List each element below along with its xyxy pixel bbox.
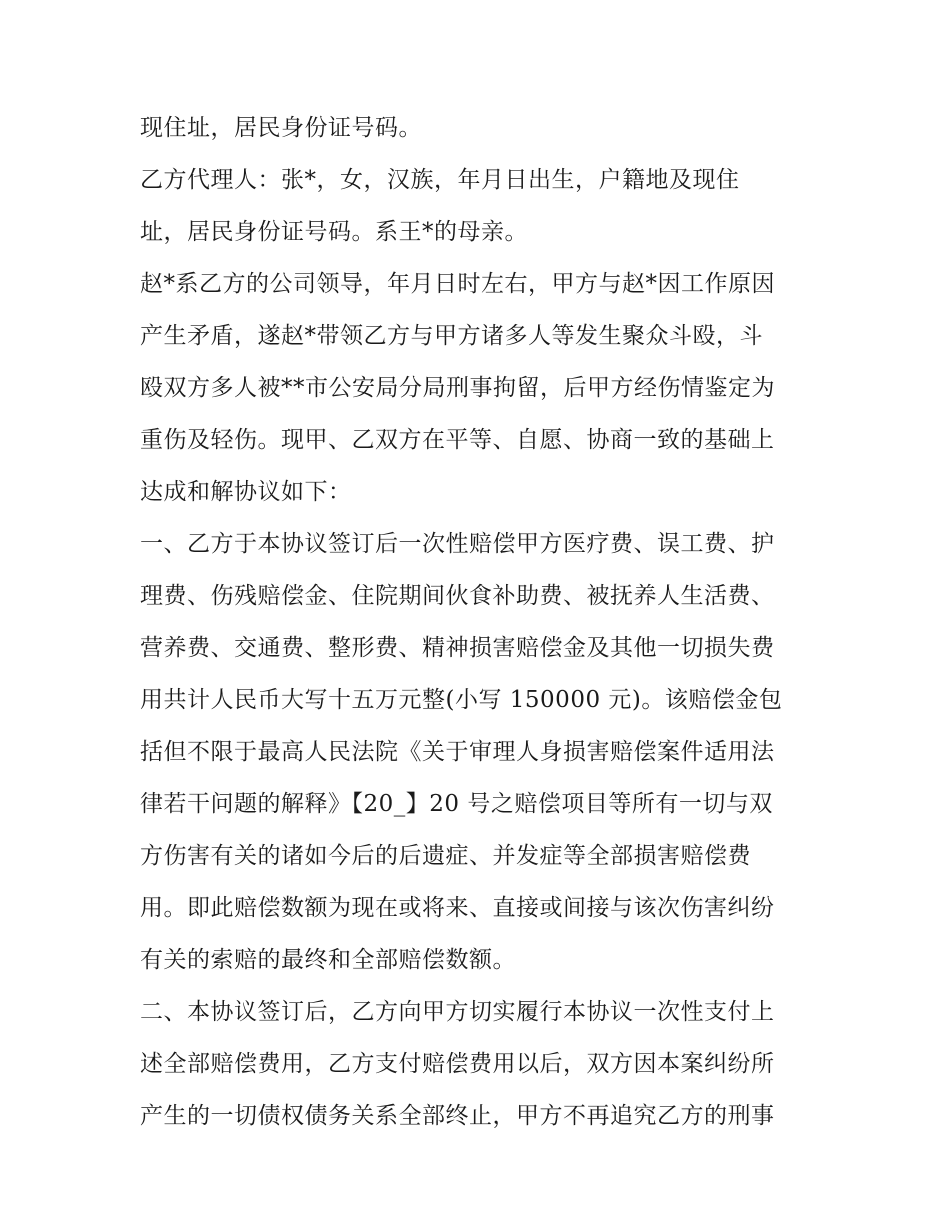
text-line: 赵*系乙方的公司领导，年月日时左右，甲方与赵*因工作原因 bbox=[140, 271, 775, 297]
text-line: 产生矛盾，遂赵*带领乙方与甲方诸多人等发生聚众斗殴，斗 bbox=[140, 323, 763, 349]
text-line: 用共计人民币大写十五万元整(小写 150000 元)。该赔偿金包 bbox=[140, 687, 783, 713]
text-line: 二、本协议签订后，乙方向甲方切实履行本协议一次性支付上 bbox=[140, 999, 775, 1025]
text-line: 重伤及轻伤。现甲、乙双方在平等、自愿、协商一致的基础上 bbox=[140, 427, 775, 453]
text-line: 现住址，居民身份证号码。 bbox=[140, 115, 422, 141]
text-line: 理费、伤残赔偿金、住院期间伙食补助费、被抚养人生活费、 bbox=[140, 583, 775, 609]
text-line: 殴双方多人被**市公安局分局刑事拘留，后甲方经伤情鉴定为 bbox=[140, 375, 775, 401]
text-line: 址，居民身份证号码。系王*的母亲。 bbox=[140, 219, 528, 245]
text-line: 方伤害有关的诸如今后的后遗症、并发症等全部损害赔偿费 bbox=[140, 843, 751, 869]
text-line: 用。即此赔偿数额为现在或将来、直接或间接与该次伤害纠纷 bbox=[140, 895, 775, 921]
text-line: 一、乙方于本协议签订后一次性赔偿甲方医疗费、误工费、护 bbox=[140, 531, 775, 557]
text-line: 产生的一切债权债务关系全部终止，甲方不再追究乙方的刑事 bbox=[140, 1103, 775, 1129]
text-line: 述全部赔偿费用，乙方支付赔偿费用以后，双方因本案纠纷所 bbox=[140, 1051, 775, 1077]
text-line: 律若干问题的解释》【20_】20 号之赔偿项目等所有一切与双 bbox=[140, 791, 773, 817]
text-line: 达成和解协议如下： bbox=[140, 479, 352, 505]
text-line: 有关的索赔的最终和全部赔偿数额。 bbox=[140, 947, 516, 973]
text-line: 营养费、交通费、整形费、精神损害赔偿金及其他一切损失费 bbox=[140, 635, 775, 661]
text-line: 乙方代理人：张*，女，汉族，年月日出生，户籍地及现住 bbox=[140, 167, 740, 193]
text-line: 括但不限于最高人民法院《关于审理人身损害赔偿案件适用法 bbox=[140, 739, 775, 765]
document-body bbox=[140, 102, 820, 1142]
